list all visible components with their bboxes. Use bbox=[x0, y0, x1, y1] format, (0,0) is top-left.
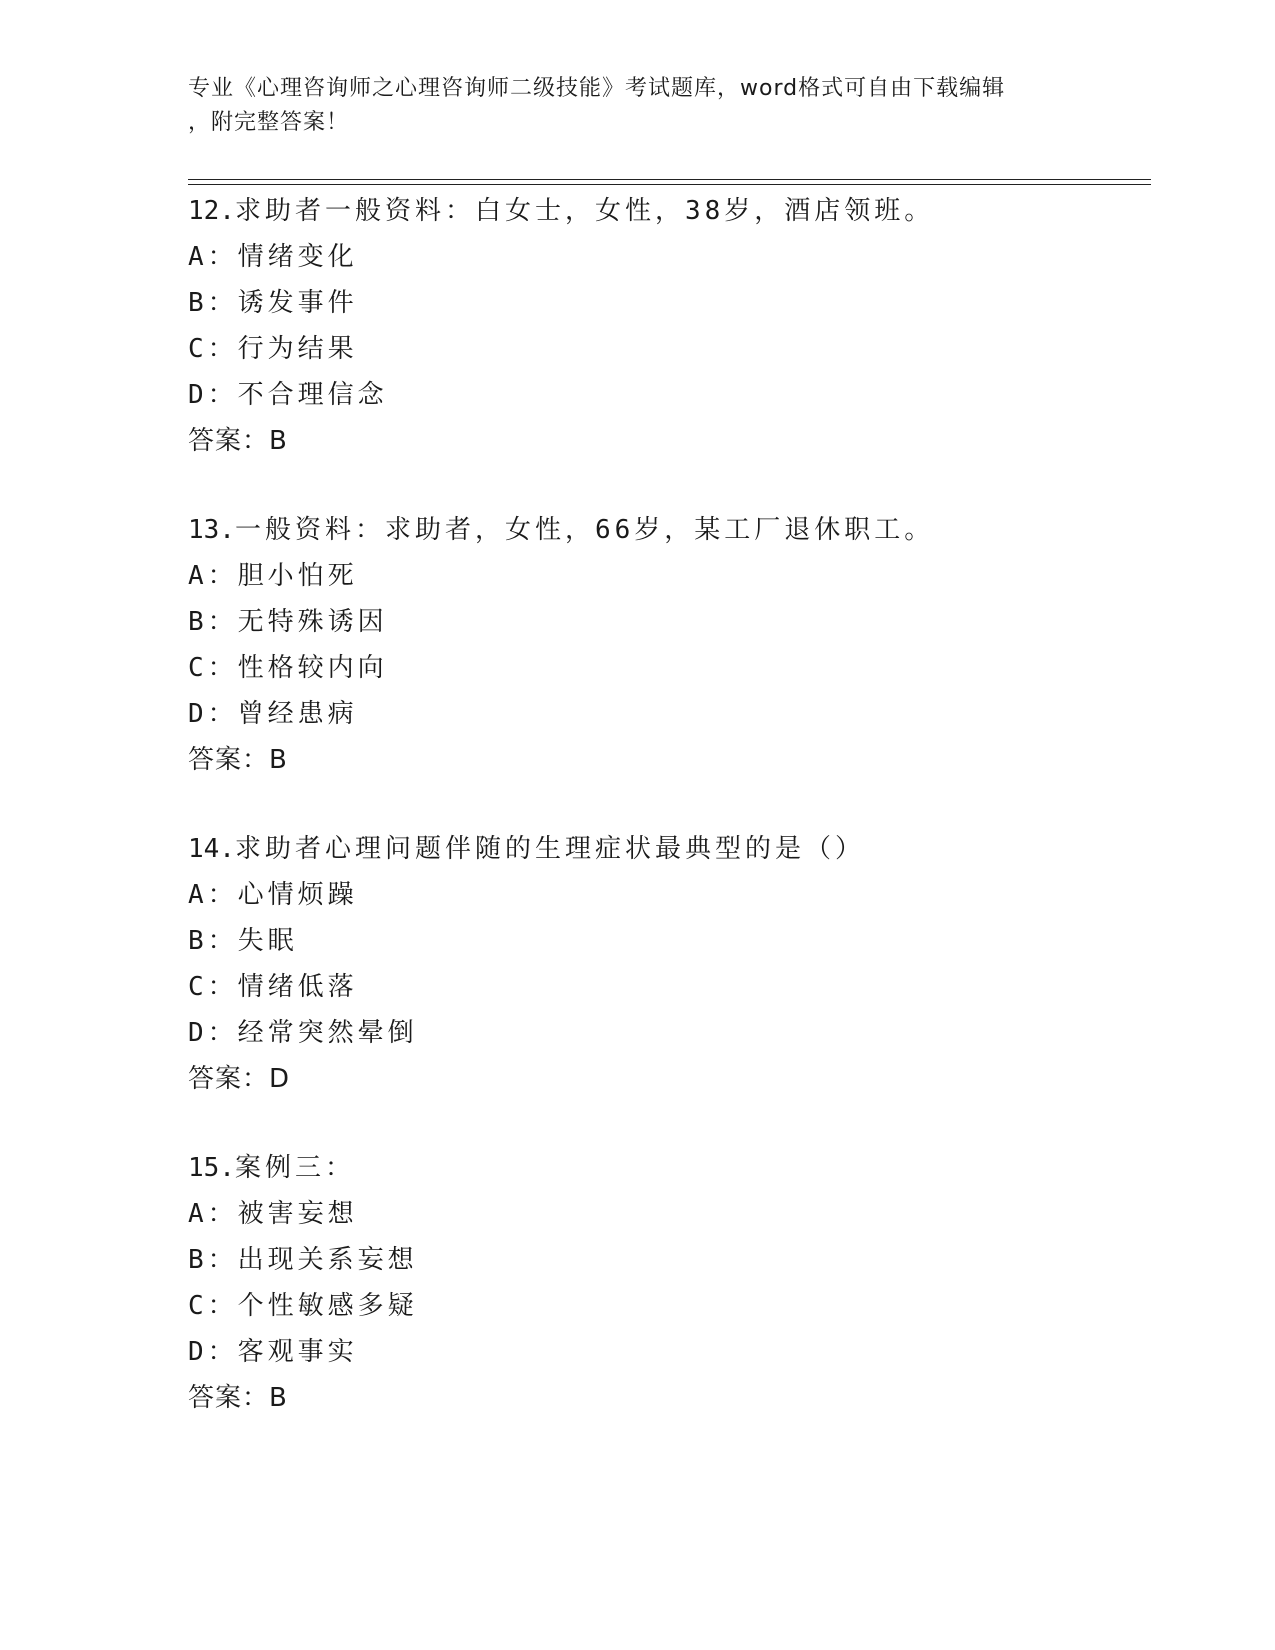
option-c: C：个性敏感多疑 bbox=[188, 1291, 418, 1321]
option-b: B：出现关系妄想 bbox=[188, 1245, 418, 1275]
option-b: B：无特殊诱因 bbox=[188, 607, 388, 637]
question-number: 14. bbox=[188, 834, 235, 864]
header-divider-top bbox=[188, 179, 1151, 180]
answer: 答案：B bbox=[188, 745, 288, 775]
question-12 bbox=[188, 188, 1148, 464]
option-d: D：经常突然晕倒 bbox=[188, 1018, 418, 1048]
option-c: C：行为结果 bbox=[188, 334, 358, 364]
answer: 答案：D bbox=[188, 1064, 291, 1094]
header-line-1: 专业《心理咨询师之心理咨询师二级技能》考试题库，word格式可自由下载编辑 bbox=[188, 76, 1006, 101]
question-stem bbox=[188, 507, 1148, 553]
option-c: C：性格较内向 bbox=[188, 653, 388, 683]
question-number: 12. bbox=[188, 196, 235, 226]
header-line-2: ，附完整答案！ bbox=[188, 110, 350, 135]
question-number: 13. bbox=[188, 515, 235, 545]
question-number: 15. bbox=[188, 1153, 235, 1183]
question-text: 案例三： bbox=[234, 1153, 355, 1183]
option-a: A：胆小怕死 bbox=[188, 561, 358, 591]
option-a: A：情绪变化 bbox=[188, 242, 358, 272]
question-14 bbox=[188, 826, 1148, 1102]
question-13 bbox=[188, 507, 1148, 783]
document-header bbox=[188, 72, 1088, 140]
answer: 答案：B bbox=[188, 426, 288, 456]
question-stem bbox=[188, 188, 1148, 234]
option-b: B：失眠 bbox=[188, 926, 298, 956]
header-divider-bottom bbox=[188, 184, 1151, 185]
option-b: B：诱发事件 bbox=[188, 288, 358, 318]
option-c: C：情绪低落 bbox=[188, 972, 358, 1002]
option-d: D：客观事实 bbox=[188, 1337, 358, 1367]
question-15 bbox=[188, 1145, 1148, 1421]
option-a: A：被害妄想 bbox=[188, 1199, 358, 1229]
question-text: 求助者一般资料：白女士，女性，38岁，酒店领班。 bbox=[234, 196, 935, 226]
option-d: D：不合理信念 bbox=[188, 380, 388, 410]
question-text: 一般资料：求助者，女性，66岁，某工厂退休职工。 bbox=[234, 515, 935, 545]
answer: 答案：B bbox=[188, 1383, 288, 1413]
question-stem bbox=[188, 1145, 1148, 1191]
option-a: A：心情烦躁 bbox=[188, 880, 358, 910]
question-text: 求助者心理问题伴随的生理症状最典型的是（） bbox=[234, 834, 865, 864]
question-stem bbox=[188, 826, 1148, 872]
option-d: D：曾经患病 bbox=[188, 699, 358, 729]
